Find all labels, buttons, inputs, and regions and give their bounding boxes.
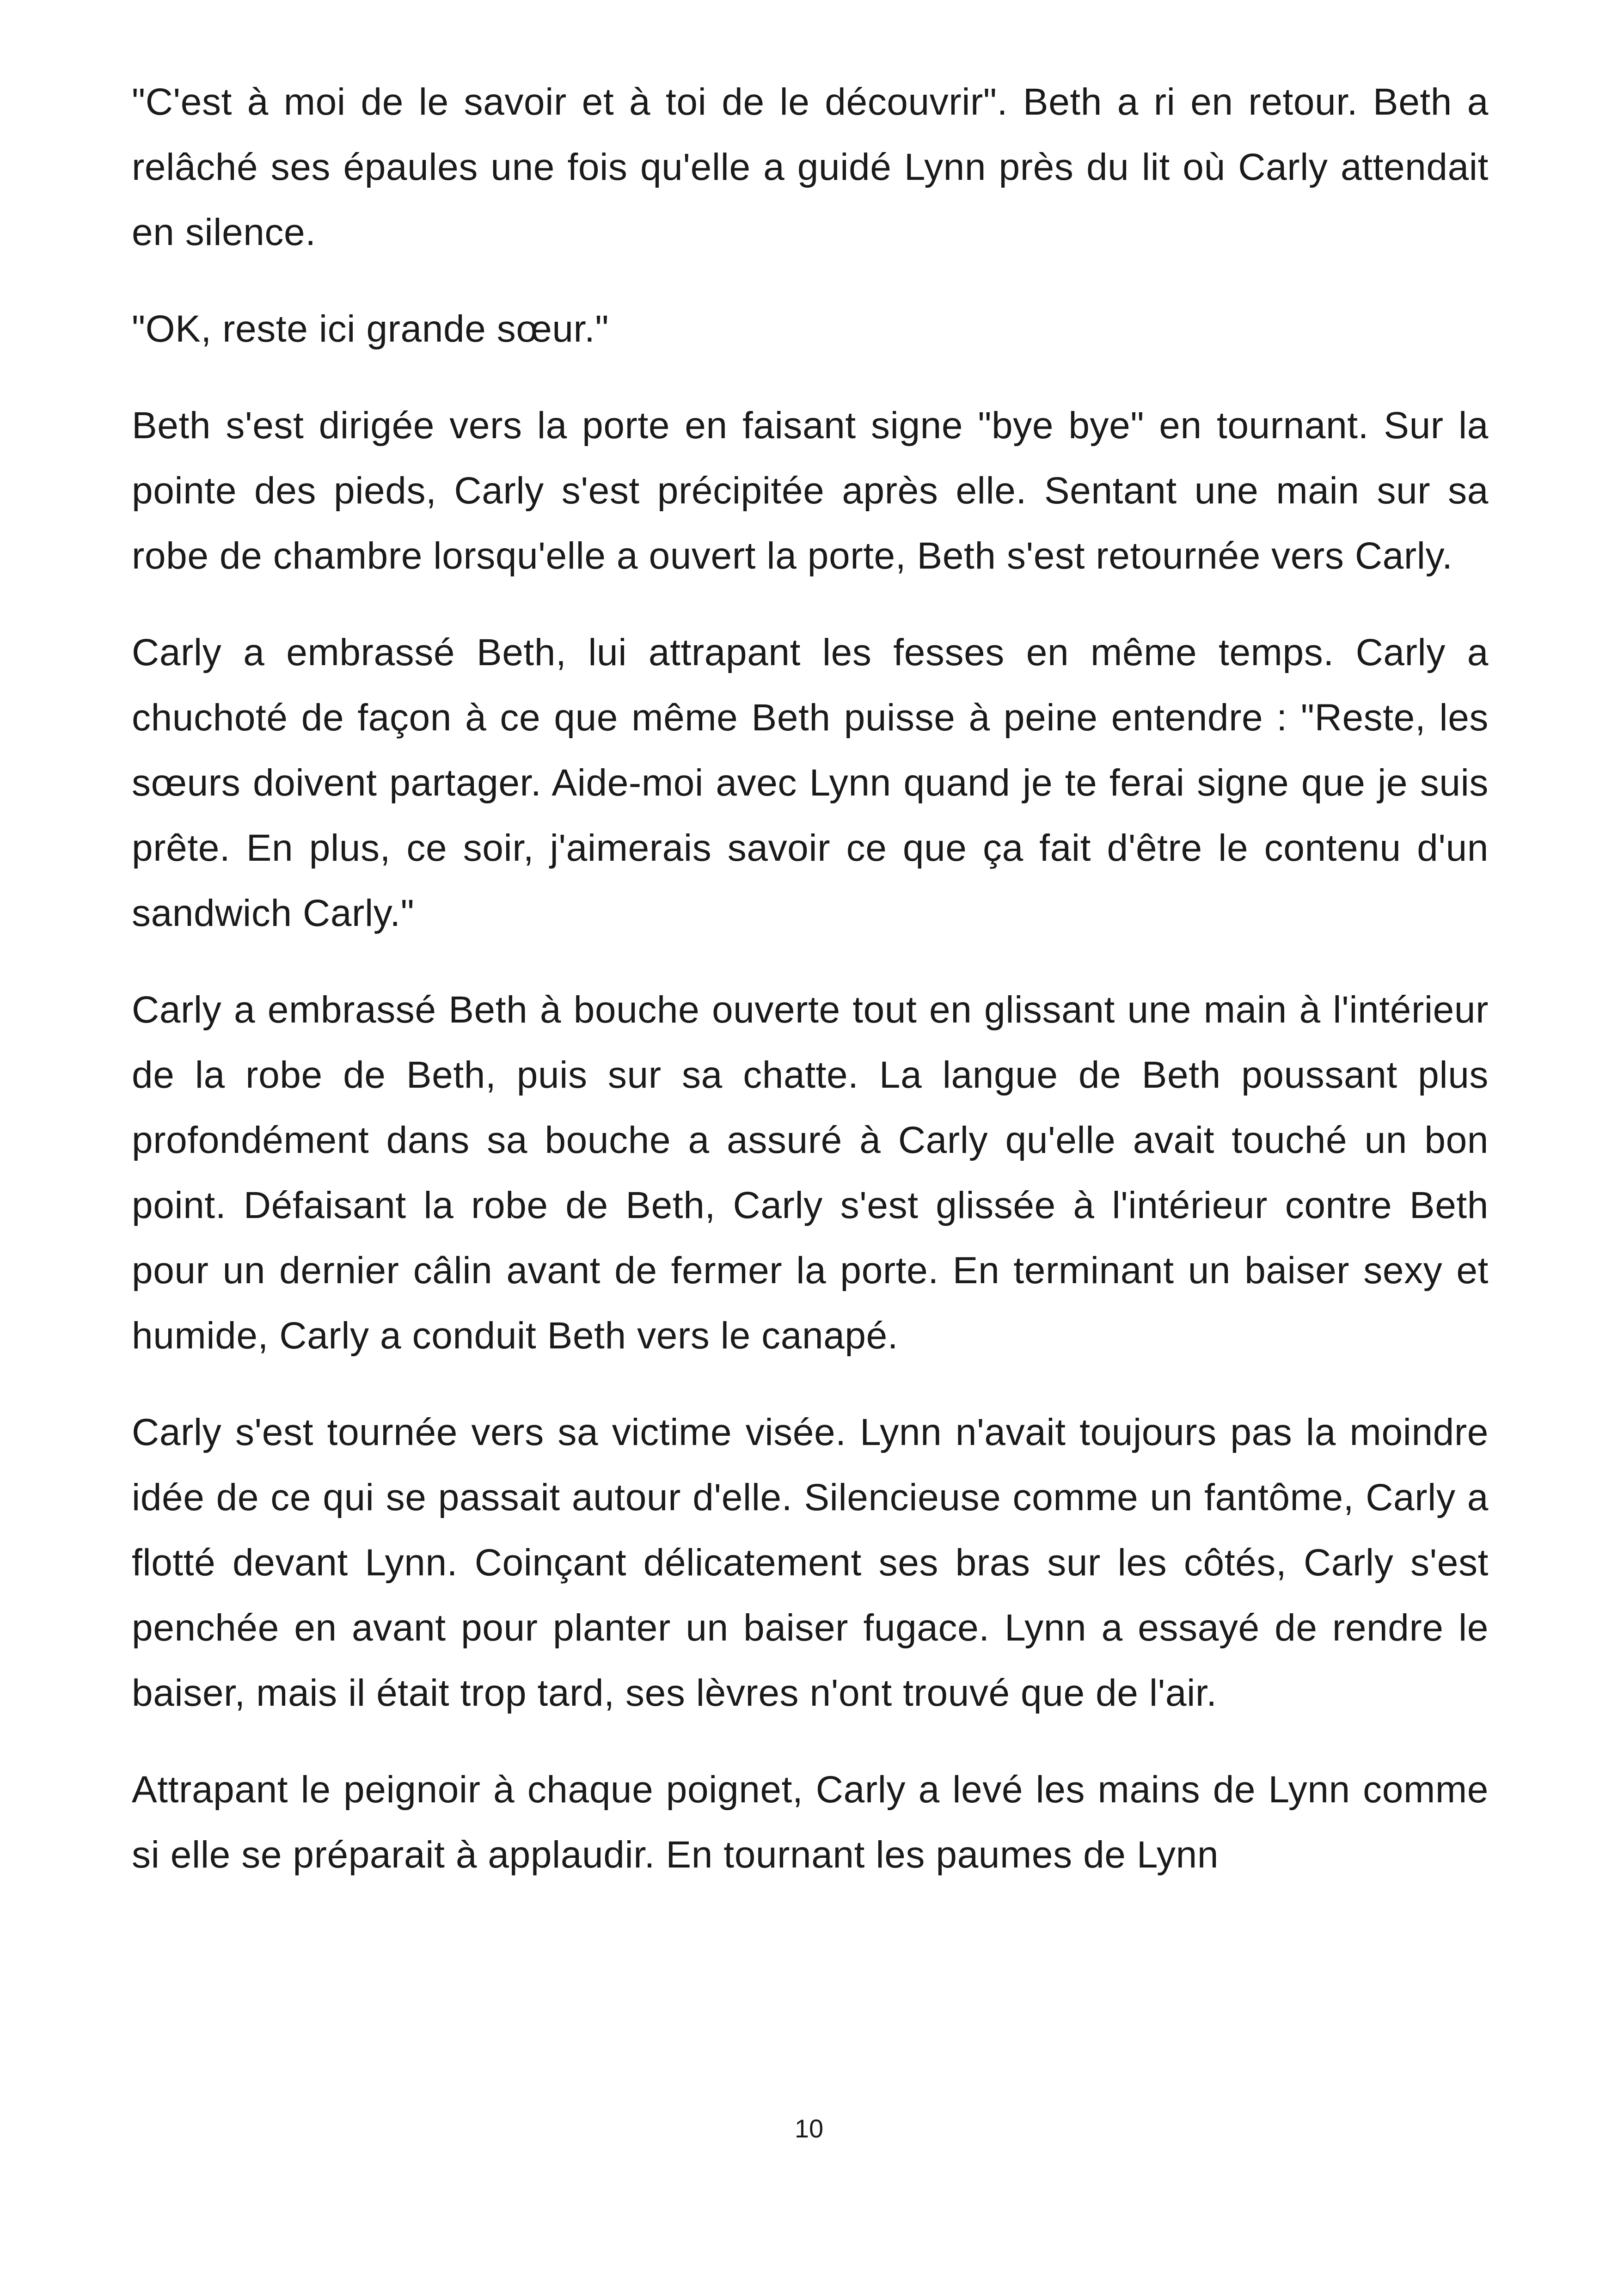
paragraph-2: "OK, reste ici grande sœur." — [132, 308, 609, 350]
paragraph-4: Carly a embrassé Beth, lui attrapant les fesses en même temps. Carly a chuchoté de façon à ce que même Beth puisse à peine entendre : "Reste, les sœurs doivent partager. Aide-moi avec Lynn quand je te ferai signe que je suis prête. En plus, ce soir, j'aimerais savoir ce que ça fait d'être le contenu d'un sandwich Carly." — [132, 631, 1489, 934]
paragraph-7: Attrapant le peignoir à chaque poignet, Carly a levé les mains de Lynn comme si elle se préparait à applaudir. En tournant les paumes de Lynn — [132, 1769, 1489, 1876]
paragraph-5: Carly a embrassé Beth à bouche ouverte tout en glissant une main à l'intérieur de la robe de Beth, puis sur sa chatte. La langue de Beth poussant plus profondément dans sa bouche a assuré à Carly qu'elle avait touché un bon point. Défaisant la robe de Beth, Carly s'est glissée à l'intérieur contre Beth pour un dernier câlin avant de fermer la porte. En terminant un baiser sexy et humide, Carly a conduit Beth vers le canapé. — [132, 989, 1489, 1357]
body-text — [132, 69, 1489, 1919]
paragraph-6: Carly s'est tournée vers sa victime visée. Lynn n'avait toujours pas la moindre idée de ce qui se passait autour d'elle. Silencieuse comme un fantôme, Carly a flotté devant Lynn. Coinçant délicatement ses bras sur les côtés, Carly s'est penchée en avant pour planter un baiser fugace. Lynn a essayé de rendre le baiser, mais il était trop tard, ses lèvres n'ont trouvé que de l'air. — [132, 1411, 1489, 1714]
page-number: 10 — [794, 2114, 824, 2143]
paragraph-1: "C'est à moi de le savoir et à toi de le découvrir". Beth a ri en retour. Beth a relâché ses épaules une fois qu'elle a guidé Lynn près du lit où Carly attendait en silence. — [132, 81, 1489, 253]
paragraph-3: Beth s'est dirigée vers la porte en faisant signe "bye bye" en tournant. Sur la pointe des pieds, Carly s'est précipitée après elle. Sentant une main sur sa robe de chambre lorsqu'elle a ouvert la porte, Beth s'est retournée vers Carly. — [132, 404, 1489, 577]
